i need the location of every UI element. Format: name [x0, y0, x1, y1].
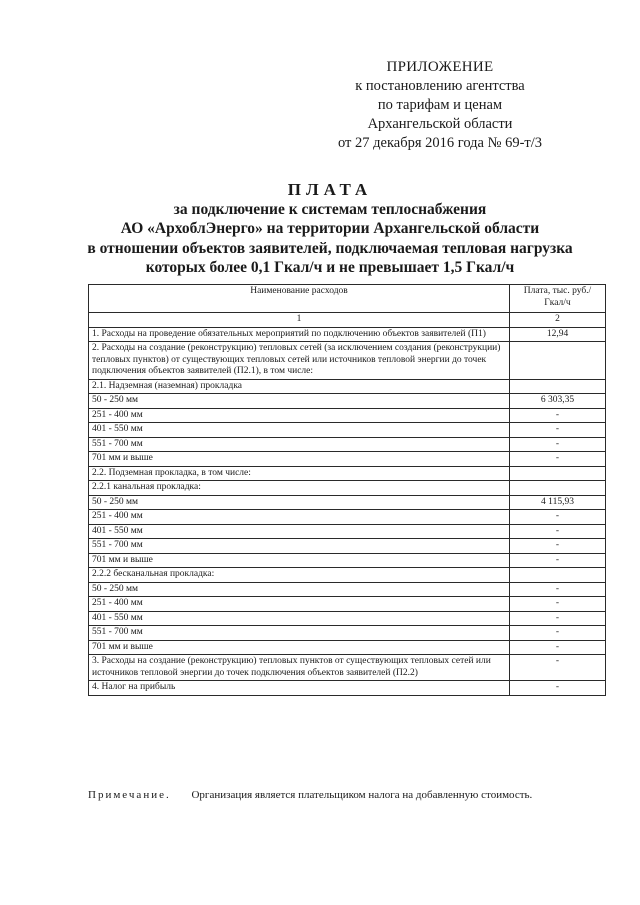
column-header-fee: Плата, тыс. руб./Гкал/ч	[510, 285, 606, 313]
expense-name: 2.2.1 канальная прокладка:	[89, 481, 510, 496]
column-number-row	[89, 313, 606, 328]
fee-value: -	[510, 597, 606, 612]
fee-value: -	[510, 655, 606, 681]
heading-word: ПЛАТА	[287, 180, 373, 199]
table-row	[89, 437, 606, 452]
document-heading	[60, 180, 600, 278]
fee-value: -	[510, 408, 606, 423]
expense-name: 251 - 400 мм	[89, 510, 510, 525]
table-row	[89, 626, 606, 641]
fee-value: 6 303,35	[510, 394, 606, 409]
table-row	[89, 539, 606, 554]
column-number-2: 2	[510, 313, 606, 328]
fee-value: -	[510, 423, 606, 438]
table-row	[89, 327, 606, 342]
table-row	[89, 342, 606, 380]
fee-value: -	[510, 452, 606, 467]
table-row	[89, 582, 606, 597]
appendix-line: к постановлению агентства	[355, 78, 525, 94]
fee-value	[510, 342, 606, 380]
table-row	[89, 466, 606, 481]
fee-value: -	[510, 626, 606, 641]
fee-value	[510, 466, 606, 481]
expense-name: 2.1. Надземная (наземная) прокладка	[89, 379, 510, 394]
expense-name: 251 - 400 мм	[89, 597, 510, 612]
fee-value	[510, 481, 606, 496]
table-row	[89, 655, 606, 681]
expense-name: 2.2. Подземная прокладка, в том числе:	[89, 466, 510, 481]
expense-name: 701 мм и выше	[89, 553, 510, 568]
table-row	[89, 408, 606, 423]
expense-name: 50 - 250 мм	[89, 394, 510, 409]
fee-value: 4 115,93	[510, 495, 606, 510]
expense-name: 3. Расходы на создание (реконструкцию) тепловых пунктов от существующих тепловых сетей или источников тепловой энергии до точек подключения объектов заявителей (П2.2)	[89, 655, 510, 681]
appendix-title: ПРИЛОЖЕНИЕ	[386, 59, 494, 75]
expense-name: 251 - 400 мм	[89, 408, 510, 423]
table-row	[89, 553, 606, 568]
expense-name: 551 - 700 мм	[89, 539, 510, 554]
fee-value	[510, 568, 606, 583]
fee-value	[510, 379, 606, 394]
heading-line: за подключение к системам теплоснабжения	[173, 200, 487, 218]
note-text: Организация является плательщиком налога на добавленную стоимость.	[191, 789, 533, 801]
table-row	[89, 423, 606, 438]
fee-value: -	[510, 640, 606, 655]
fee-value: -	[510, 582, 606, 597]
table-row	[89, 681, 606, 696]
table-row	[89, 524, 606, 539]
table-row	[89, 495, 606, 510]
fee-value: -	[510, 437, 606, 452]
table-row	[89, 379, 606, 394]
table-row	[89, 597, 606, 612]
fee-value: -	[510, 553, 606, 568]
fees-table	[88, 284, 606, 696]
appendix-line: по тарифам и ценам	[377, 97, 503, 113]
fee-value: -	[510, 524, 606, 539]
heading-line: которых более 0,1 Гкал/ч и не превышает 1,5 Гкал/ч	[145, 259, 515, 276]
table-row	[89, 568, 606, 583]
note	[88, 789, 532, 801]
table-row	[89, 481, 606, 496]
fee-value: -	[510, 539, 606, 554]
fee-value: 12,94	[510, 327, 606, 342]
expense-name: 50 - 250 мм	[89, 582, 510, 597]
expense-name: 2. Расходы на создание (реконструкцию) тепловых сетей (за исключением создания (реконструкции) тепловых пунктов) от существующих тепловых сетей или источников тепловой энергии до точек подключения объектов заявителей (П2.1), в том числе:	[89, 342, 510, 380]
note-label: Примечание.	[88, 789, 171, 801]
expense-name: 2.2.2 бесканальная прокладка:	[89, 568, 510, 583]
expense-name: 50 - 250 мм	[89, 495, 510, 510]
expense-name: 551 - 700 мм	[89, 626, 510, 641]
appendix-block	[330, 58, 550, 153]
expense-name: 4. Налог на прибыль	[89, 681, 510, 696]
table-row	[89, 394, 606, 409]
expense-name: 1. Расходы на проведение обязательных мероприятий по подключению объектов заявителей (П1)	[89, 327, 510, 342]
expense-name: 401 - 550 мм	[89, 611, 510, 626]
expense-name: 701 мм и выше	[89, 640, 510, 655]
table-header-row	[89, 285, 606, 313]
table-row	[89, 452, 606, 467]
expense-name: 401 - 550 мм	[89, 524, 510, 539]
heading-line: в отношении объектов заявителей, подключаемая тепловая нагрузка	[87, 239, 573, 257]
appendix-line: Архангельской области	[367, 116, 513, 132]
fee-value: -	[510, 510, 606, 525]
table-row	[89, 611, 606, 626]
column-header-expenses: Наименование расходов	[89, 285, 510, 313]
table-row	[89, 510, 606, 525]
appendix-line: от 27 декабря 2016 года № 69-т/3	[337, 135, 543, 151]
fee-value: -	[510, 611, 606, 626]
column-number-1: 1	[89, 313, 510, 328]
expense-name: 551 - 700 мм	[89, 437, 510, 452]
fee-value: -	[510, 681, 606, 696]
expense-name: 401 - 550 мм	[89, 423, 510, 438]
table-row	[89, 640, 606, 655]
expense-name: 701 мм и выше	[89, 452, 510, 467]
heading-line: АО «АрхоблЭнерго» на территории Архангельской области	[120, 220, 540, 237]
